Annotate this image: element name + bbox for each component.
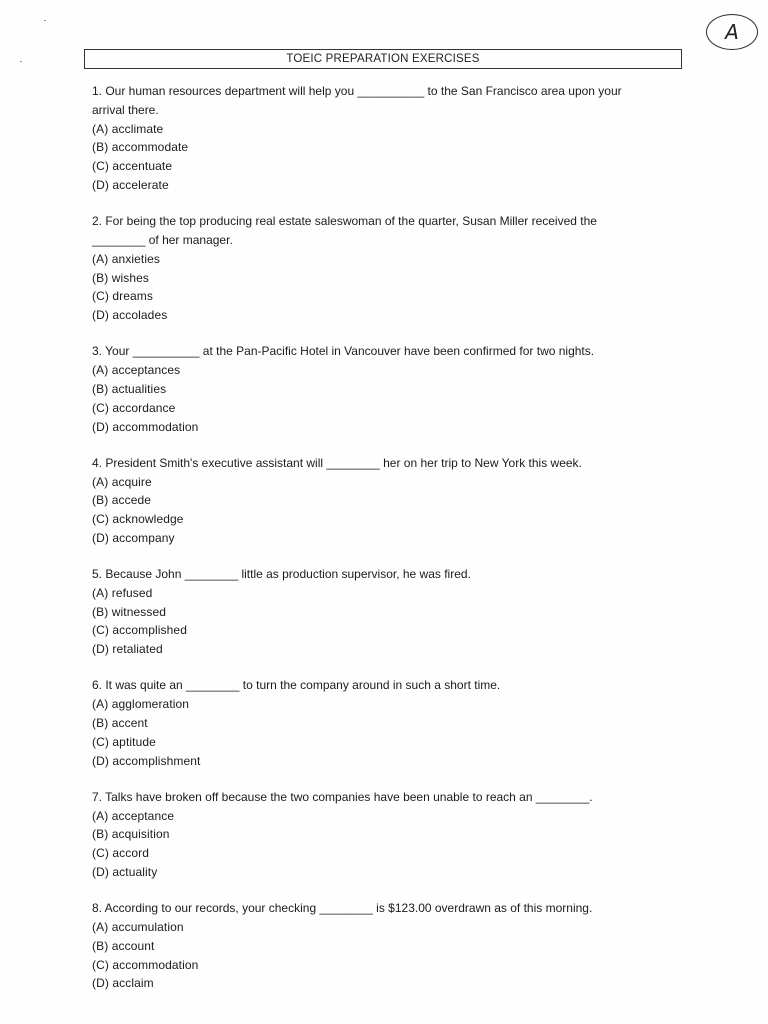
option-d: (D) acclaim bbox=[92, 976, 154, 991]
option-b: (B) witnessed bbox=[92, 604, 166, 619]
option-b: (B) actualities bbox=[92, 381, 167, 396]
scan-speck bbox=[20, 61, 22, 62]
option-a: (A) acquire bbox=[92, 474, 152, 489]
option-c: (C) dreams bbox=[92, 289, 154, 304]
option-b: (B) acquisition bbox=[92, 827, 170, 842]
question-2 bbox=[92, 212, 682, 325]
question-text-continued: ________ of her manager. bbox=[92, 232, 233, 247]
option-d: (D) accolades bbox=[92, 308, 168, 323]
option-b: (B) account bbox=[92, 938, 155, 953]
option-d: (D) actuality bbox=[92, 865, 158, 880]
option-a: (A) agglomeration bbox=[92, 697, 190, 712]
option-c: (C) accommodation bbox=[92, 957, 199, 972]
question-text: 5. Because John ________ little as production supervisor, he was fired. bbox=[92, 567, 471, 582]
question-text: 3. Your __________ at the Pan-Pacific Hotel in Vancouver have been confirmed for two nights. bbox=[92, 344, 595, 359]
option-a: (A) accumulation bbox=[92, 920, 184, 935]
question-text: 2. For being the top producing real estate saleswoman of the quarter, Susan Miller received the bbox=[92, 214, 597, 229]
option-c: (C) accomplished bbox=[92, 623, 187, 638]
option-d: (D) accompany bbox=[92, 530, 175, 545]
question-8 bbox=[92, 899, 682, 993]
question-text: 8. According to our records, your checking ________ is $123.00 overdrawn as of this morning. bbox=[92, 901, 593, 916]
question-5 bbox=[92, 565, 682, 659]
question-text: 6. It was quite an ________ to turn the company around in such a short time. bbox=[92, 678, 501, 693]
option-c: (C) accentuate bbox=[92, 159, 173, 174]
scan-speck bbox=[44, 20, 46, 21]
option-b: (B) accommodate bbox=[92, 140, 189, 155]
question-text-continued: arrival there. bbox=[92, 102, 159, 117]
option-d: (D) accelerate bbox=[92, 177, 169, 192]
option-a: (A) acceptance bbox=[92, 808, 175, 823]
option-a: (A) refused bbox=[92, 585, 153, 600]
option-d: (D) retaliated bbox=[92, 642, 163, 657]
option-a: (A) acceptances bbox=[92, 363, 181, 378]
option-a: (A) acclimate bbox=[92, 121, 164, 136]
option-b: (B) wishes bbox=[92, 270, 150, 285]
option-b: (B) accent bbox=[92, 716, 148, 731]
handwritten-version-mark: A bbox=[706, 14, 758, 50]
question-text: 7. Talks have broken off because the two companies have been unable to reach an ________. bbox=[92, 789, 593, 804]
question-3 bbox=[92, 342, 682, 436]
question-text: 1. Our human resources department will help you __________ to the San Francisco area upon your bbox=[92, 84, 622, 98]
option-c: (C) accordance bbox=[92, 400, 176, 415]
page-title: TOEIC PREPARATION EXERCISES bbox=[84, 49, 682, 69]
option-a: (A) anxieties bbox=[92, 251, 160, 266]
option-c: (C) acknowledge bbox=[92, 512, 184, 527]
question-7 bbox=[92, 788, 682, 882]
option-c: (C) accord bbox=[92, 846, 150, 861]
option-c: (C) aptitude bbox=[92, 734, 156, 749]
question-6 bbox=[92, 676, 682, 770]
option-d: (D) accomplishment bbox=[92, 753, 201, 768]
option-b: (B) accede bbox=[92, 493, 152, 508]
option-d: (D) accommodation bbox=[92, 419, 199, 434]
question-4 bbox=[92, 454, 682, 548]
question-list bbox=[92, 82, 682, 1011]
question-text: 4. President Smith's executive assistant will ________ her on her trip to New York this week. bbox=[92, 455, 582, 470]
question-1 bbox=[92, 82, 682, 195]
